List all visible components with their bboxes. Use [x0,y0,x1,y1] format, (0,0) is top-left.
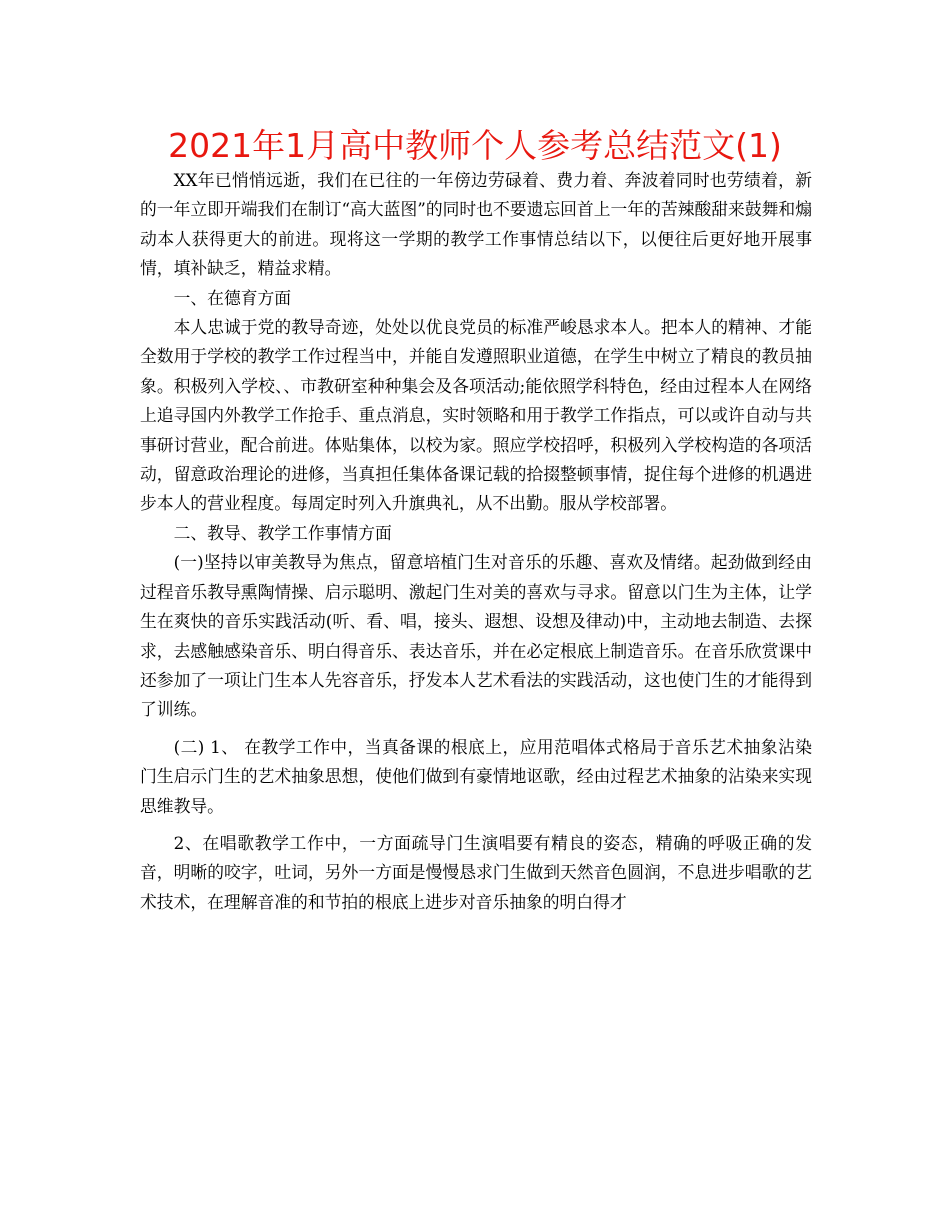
section-heading-teaching-work: 二、教导、教学工作事情方面 [173,522,392,543]
moral-education-paragraph: 本人忠诚于党的教导奇迹，处处以优良党员的标准严峻恳求本人。把本人的精神、才能全数用于学校的教学工作过程当中，并能自发遵照职业道德，在学生中树立了精良的教员抽象。积极列入学校、、市教研室种种集会及各项活动;能依照学科特色，经由过程本人在网络上追寻国内外教学工作抢手、重点消息，实时领略和用于教学工作指点，可以或许自动与共事研讨营业，配合前进。体贴集体，以校为家。照应学校招呼，积极列入学校构造的各项活动，留意政治理论的进修，当真担任集体备课记载的拾掇整顿事情，捉住每个进修的机遇进步本人的营业程度。每周定时列入升旗典礼，从不出勤。服从学校部署。 [140,317,812,514]
intro-paragraph: XX年已悄悄远逝，我们在已往的一年傍边劳碌着、费力着、奔波着同时也劳绩着，新的一年立即开端我们在制订“高大蓝图”的同时也不要遗忘回首上一年的苦辣酸甜来鼓舞和煽动本人获得更大的前进。现将这一学期的教学工作事情总结以下，以便往后更好地开展事情，填补缺乏，精益求精。 [140,170,812,279]
document-title: 2021年1月高中教师个人参考总结范文(1) [168,126,782,165]
teaching-paragraph-3: 2、在唱歌教学工作中，一方面疏导门生演唱要有精良的姿态，精确的呼吸正确的发音，明晰的咬字，吐词，另外一方面是慢慢恳求门生做到天然音色圆润，不息进步唱歌的艺术技术，在理解音准的和节拍的根底上进步对音乐抽象的明白得才 [140,832,812,912]
teaching-paragraph-2: (二) 1、 在教学工作中，当真备课的根底上，应用范唱体式格局于音乐艺术抽象沾染门生启示门生的艺术抽象思想，使他们做到有豪情地讴歌，经由过程艺术抽象的沾染来实现思维教导。 [140,736,812,816]
teaching-paragraph-1: (一)坚持以审美教导为焦点，留意培植门生对音乐的乐趣、喜欢及情绪。起劲做到经由过程音乐教导熏陶情操、启示聪明、激起门生对美的喜欢与寻求。留意以门生为主体，让学生在爽快的音乐实践活动(听、看、唱，接头、遐想、设想及律动)中，主动地去制造、去探求，去感触感染音乐、明白得音乐、表达音乐，并在必定根底上制造音乐。在音乐欣赏课中还参加了一项让门生本人先容音乐，抒发本人艺术看法的实践活动，这也使门生的才能得到了训练。 [140,552,812,720]
section-heading-moral-education: 一、在德育方面 [173,287,292,308]
document-body [140,166,812,917]
